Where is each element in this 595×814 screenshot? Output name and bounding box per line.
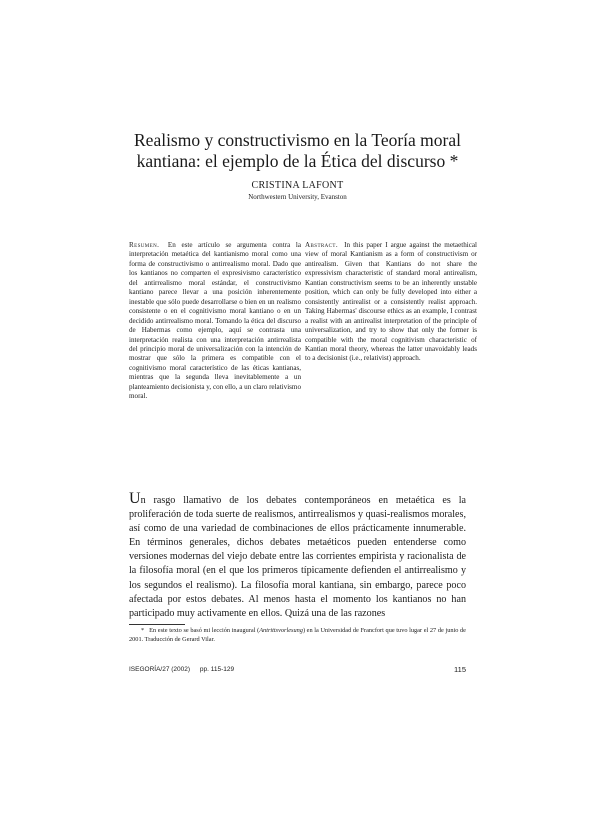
page-range: pp. 115-129 [199,666,235,673]
page-number: 115 [454,665,466,674]
body-paragraph [129,490,466,621]
footnote-text-start: En este texto se basó mi lección inaugural ( [149,627,260,634]
footnote-italic-term: Antrittsvorlesung [259,627,303,634]
abstract-spanish-text: En este artículo se argumenta contra la interpretación metaética del kantianismo moral como una forma de constructivismo o antirrealismo moral. Dado que los kantianos no comparten el expresivismo característico del antirrealismo moral estándar, el constructivismo kantiano parece llevar a una posición inherentemente inestable que sólo puede desarrollarse o bien en un realismo consistente o en el cognitivismo moral kantiano o en un decidido antirrealismo moral. Tomando la ética del discurso de Habermas como ejemplo, aquí se contrasta una interpretación realista con una interpretación antirrealista del principio moral de universalización con la intención de mostrar que sólo la primera es compatible con el cognitivismo moral característico de las éticas kantianas, mientras que la segunda lleva inevitablemente a un planteamiento decisionista y, con ello, a un claro relativismo moral. [129,241,301,401]
journal-citation [129,666,234,673]
author-name: CRISTINA LAFONT [251,180,344,191]
footnote-divider [129,624,185,625]
abstract-spanish-label: Resumen. [129,241,160,249]
title-line-1: Realismo y constructivismo en la Teoría moral [134,130,461,150]
title-line-2: kantiana: el ejemplo de la Ética del discurso * [136,151,459,171]
footnote-text-end: ) en la Universidad de Francfort que tuvo lugar el 27 de junio de 2001. Traducción de Gerard Vilar. [129,627,466,643]
abstract-english-label: Abstract. [305,241,339,249]
author-affiliation: Northwestern University, Evanston [248,193,347,201]
journal-name: ISEGORÍA/27 (2002) [129,666,191,673]
footnote-marker: * [141,627,145,634]
body-initial-letter: U [129,490,141,507]
article-title [80,130,515,172]
abstract-spanish [129,241,301,402]
abstract-english [305,241,477,364]
abstract-english-text: In this paper I argue against the metaethical view of moral Kantianism as a form of constructivism or antirealism. Given that Kantians do not share the expressivism characteristic of standard moral antirealism, Kantian constructivism seems to be an inherently unstable position, which can only be fully developed into either a consistently antirealist or a consistently realist approach. Taking Habermas' discourse ethics as an example, I contrast a realist with an antirealist interpretation of the principle of universalization, and try to show that only the former is compatible with the moral cognitivism characteristic of Kantian moral theory, whereas the latter unavoidably leads to a decisionist (i.e., relativist) approach. [305,241,477,363]
footnote [129,627,466,644]
body-text: n rasgo llamativo de los debates contemporáneos en metaética es la proliferación de toda suerte de realismos, antirrealismos y quasi-realismos morales, así como de una variedad de combinaciones de ellos prácticamente innumerable. En términos generales, dichos debates metaéticos pueden entenderse como versiones modernas del viejo debate entre las corrientes empirista y racionalista de la filosofía moral (en el que los primeros típicamente defienden el antirrealismo y los segundos el realismo). La filosofía moral kantiana, sin embargo, parece poco afectada por estos debates. Al menos hasta el momento los kantianos no han participado muy activamente en ellos. Quizá una de las razones [129,495,466,619]
